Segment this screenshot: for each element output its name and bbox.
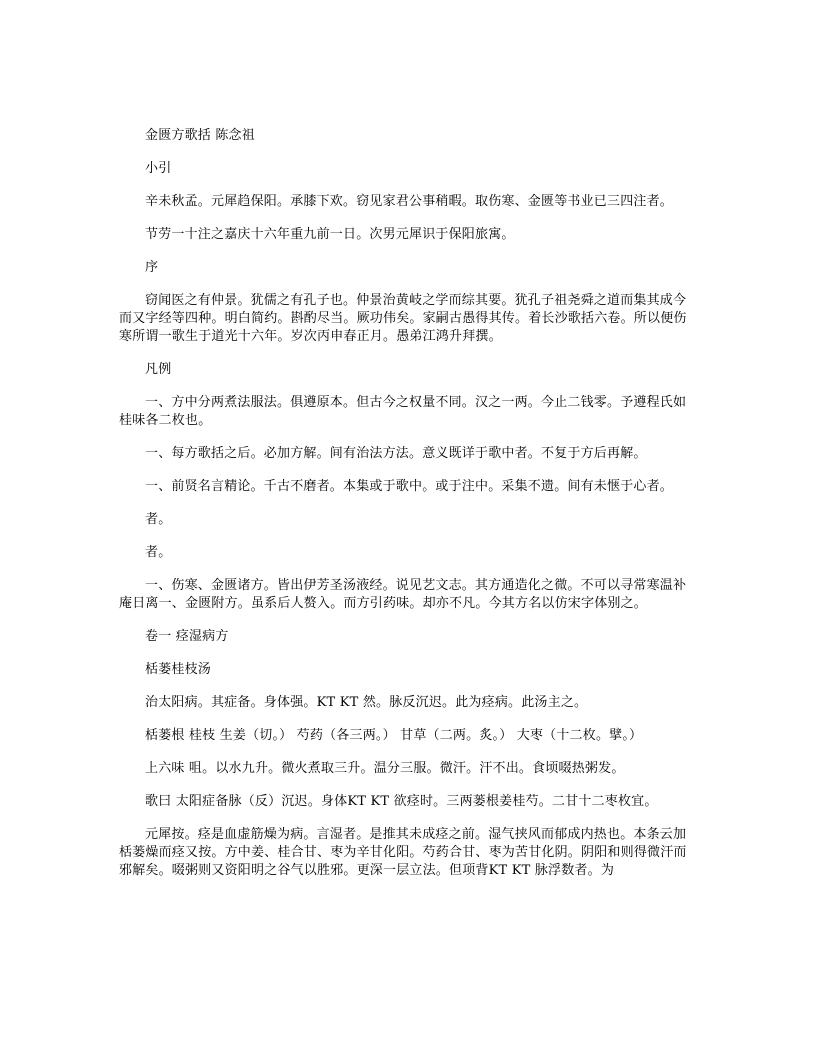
paragraph: 一、前贤名言精论。千古不磨者。本集或于歌中。或于注中。采集不遗。间有未惬于心者。 — [145, 479, 674, 494]
paragraph: 治太阳病。其症备。身体强。KT KT 然。脉反沉迟。此为痉病。此汤主之。 — [145, 695, 588, 710]
paragraph: 者。 — [145, 512, 172, 527]
paragraph: 者。 — [145, 545, 172, 560]
document-title: 金匮方歌括 陈念祖 — [145, 128, 255, 143]
verse-paragraph: 歌曰 太阳症备脉（反）沉迟。身体KT KT 欲痉时。三两蒌根姜桂芍。二甘十二枣枚宜。 — [145, 794, 658, 809]
chapter-heading: 卷一 痉湿病方 — [145, 629, 229, 644]
formula-title: 栝蒌桂枝汤 — [145, 662, 212, 677]
section-heading-conventions: 凡例 — [145, 362, 172, 377]
document-body — [119, 127, 699, 895]
paragraph: 辛未秋孟。元犀趋保阳。承膝下欢。窃见家君公事稍暇。取伤寒、金匮等书业已三四注者。 — [145, 194, 674, 209]
section-heading-foreword: 序 — [145, 260, 159, 275]
paragraph: 一、伤寒、金匮诸方。皆出伊芳圣汤液经。说见艺文志。其方通造化之微。不可以寻常寒温补庵日离一、金匮附方。虽系后人赘入。而方引药味。却亦不凡。今其方名以仿宋字体别之。 — [119, 578, 687, 611]
ingredient-list: 栝蒌根 桂枝 生姜（切。） 芍药（各三两。） 甘草（二两。炙。） 大枣（十二枚。擘。） — [145, 728, 643, 743]
paragraph: 一、每方歌括之后。必加方解。间有治法方法。意义既详于歌中者。不复于方后再解。 — [145, 446, 647, 461]
paragraph: 一、方中分两煮法服法。俱遵原本。但古今之权量不同。汉之一两。今止二钱零。予遵程氏如桂味各二枚也。 — [119, 395, 687, 428]
paragraph: 上六味 咀。以水九升。微火煮取三升。温分三服。微汗。汗不出。食顷啜热粥发。 — [145, 761, 625, 776]
paragraph: 元犀按。痉是血虚筋燥为病。言湿者。是推其未成痉之前。湿气挟风而郁成内热也。本条云加栝蒌燥而痉又按。方中姜、桂合甘、枣为辛甘化阳。芍药合甘、枣为苦甘化阴。阴阳和则得微汗而邪解矣。啜粥则又资阳明之谷气以胜邪。更深一层立法。但项背KT KT 脉浮数者。为 — [119, 827, 687, 878]
section-heading-preface: 小引 — [145, 161, 172, 176]
paragraph: 窃闻医之有仲景。犹儒之有孔子也。仲景治黄岐之学而综其要。犹孔子祖尧舜之道而集其成今而又字经等四种。明白简约。斟酌尽当。厥功伟矣。家嗣古愚得其传。着长沙歌括六卷。所以便伤寒所谓一歌生于道光十六年。岁次丙申春正月。愚弟江鸿升拜撰。 — [119, 293, 687, 344]
paragraph: 节劳一十注之嘉庆十六年重九前一日。次男元犀识于保阳旅寓。 — [145, 227, 515, 242]
